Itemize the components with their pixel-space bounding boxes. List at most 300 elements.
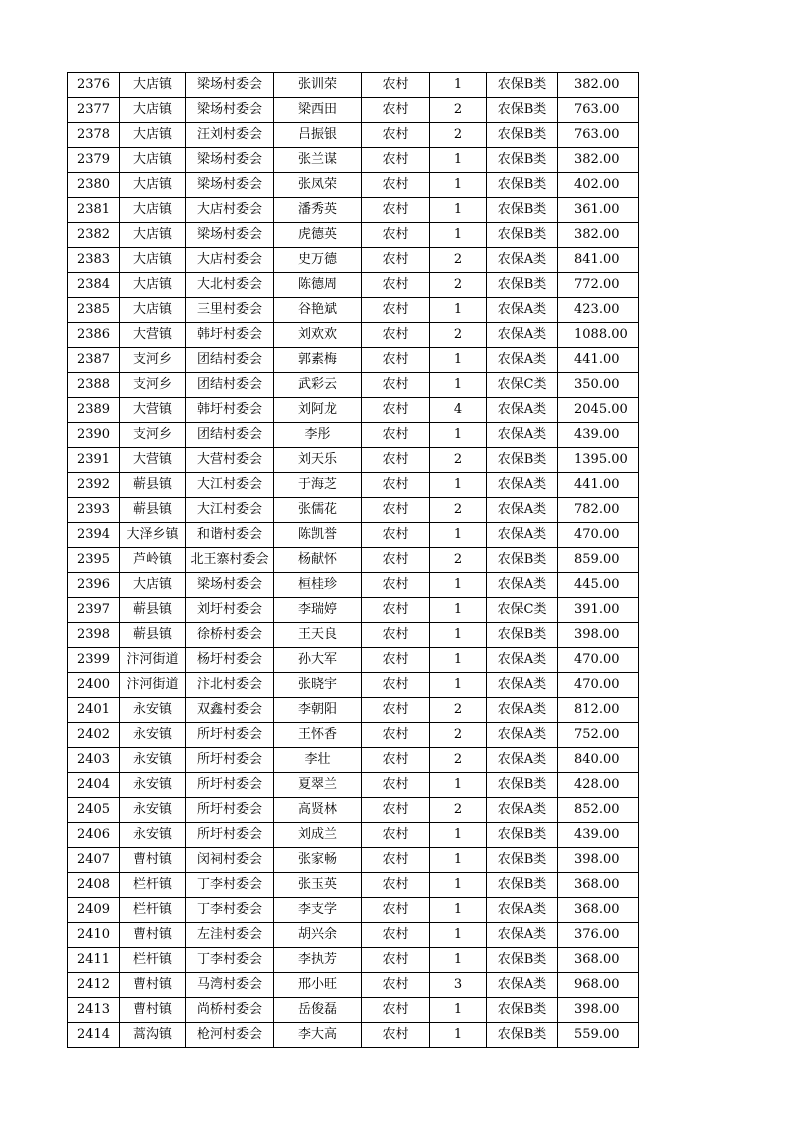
village-committee-cell: 杨圩村委会 [186,648,274,673]
table-row [68,273,639,298]
area-type-cell: 农村 [362,598,430,623]
insurance-category-cell: 农保A类 [487,498,558,523]
area-type-cell: 农村 [362,223,430,248]
town-cell: 曹村镇 [120,998,186,1023]
area-type-cell: 农村 [362,398,430,423]
town-cell: 支河乡 [120,423,186,448]
name-cell: 李彤 [274,423,362,448]
town-cell: 永安镇 [120,823,186,848]
insurance-category-cell: 农保B类 [487,223,558,248]
town-cell: 永安镇 [120,723,186,748]
serial-number-cell: 2391 [68,448,120,473]
amount-cell: 772.00 [558,273,639,298]
name-cell: 虎德英 [274,223,362,248]
town-cell: 大店镇 [120,298,186,323]
town-cell: 支河乡 [120,373,186,398]
name-cell: 孙大军 [274,648,362,673]
village-committee-cell: 北王寨村委会 [186,548,274,573]
village-committee-cell: 丁李村委会 [186,948,274,973]
table-row [68,473,639,498]
town-cell: 大店镇 [120,273,186,298]
town-cell: 蒿沟镇 [120,1023,186,1048]
insurance-category-cell: 农保A类 [487,348,558,373]
amount-cell: 752.00 [558,723,639,748]
name-cell: 李壮 [274,748,362,773]
table-row [68,173,639,198]
household-size-cell: 2 [430,98,487,123]
village-committee-cell: 汪刘村委会 [186,123,274,148]
insurance-category-cell: 农保A类 [487,323,558,348]
area-type-cell: 农村 [362,273,430,298]
area-type-cell: 农村 [362,173,430,198]
relief-roster-table [67,72,639,1048]
household-size-cell: 2 [430,123,487,148]
area-type-cell: 农村 [362,473,430,498]
insurance-category-cell: 农保B类 [487,873,558,898]
village-committee-cell: 刘圩村委会 [186,598,274,623]
table-row [68,248,639,273]
town-cell: 大营镇 [120,398,186,423]
area-type-cell: 农村 [362,698,430,723]
name-cell: 李支学 [274,898,362,923]
village-committee-cell: 丁李村委会 [186,898,274,923]
insurance-category-cell: 农保B类 [487,548,558,573]
name-cell: 陈凯誉 [274,523,362,548]
area-type-cell: 农村 [362,448,430,473]
household-size-cell: 2 [430,748,487,773]
name-cell: 张凤荣 [274,173,362,198]
name-cell: 岳俊磊 [274,998,362,1023]
insurance-category-cell: 农保A类 [487,398,558,423]
insurance-category-cell: 农保A类 [487,573,558,598]
area-type-cell: 农村 [362,148,430,173]
area-type-cell: 农村 [362,923,430,948]
insurance-category-cell: 农保B类 [487,98,558,123]
table-row [68,873,639,898]
serial-number-cell: 2398 [68,623,120,648]
table-row [68,898,639,923]
table-row [68,448,639,473]
amount-cell: 350.00 [558,373,639,398]
serial-number-cell: 2386 [68,323,120,348]
table-row [68,648,639,673]
village-committee-cell: 所圩村委会 [186,748,274,773]
area-type-cell: 农村 [362,623,430,648]
town-cell: 大店镇 [120,223,186,248]
name-cell: 张家畅 [274,848,362,873]
area-type-cell: 农村 [362,98,430,123]
insurance-category-cell: 农保B类 [487,848,558,873]
serial-number-cell: 2411 [68,948,120,973]
village-committee-cell: 大北村委会 [186,273,274,298]
insurance-category-cell: 农保B类 [487,173,558,198]
insurance-category-cell: 农保A类 [487,423,558,448]
table-row [68,223,639,248]
household-size-cell: 3 [430,973,487,998]
serial-number-cell: 2407 [68,848,120,873]
village-committee-cell: 大店村委会 [186,248,274,273]
area-type-cell: 农村 [362,73,430,98]
serial-number-cell: 2379 [68,148,120,173]
village-committee-cell: 所圩村委会 [186,823,274,848]
town-cell: 曹村镇 [120,848,186,873]
area-type-cell: 农村 [362,373,430,398]
name-cell: 张训荣 [274,73,362,98]
name-cell: 夏翠兰 [274,773,362,798]
household-size-cell: 1 [430,148,487,173]
serial-number-cell: 2408 [68,873,120,898]
household-size-cell: 1 [430,423,487,448]
amount-cell: 439.00 [558,423,639,448]
household-size-cell: 1 [430,523,487,548]
table-row [68,723,639,748]
amount-cell: 1395.00 [558,448,639,473]
town-cell: 大店镇 [120,573,186,598]
insurance-category-cell: 农保B类 [487,448,558,473]
serial-number-cell: 2390 [68,423,120,448]
insurance-category-cell: 农保B类 [487,623,558,648]
table-row [68,148,639,173]
village-committee-cell: 所圩村委会 [186,723,274,748]
amount-cell: 382.00 [558,73,639,98]
household-size-cell: 1 [430,948,487,973]
amount-cell: 382.00 [558,148,639,173]
area-type-cell: 农村 [362,248,430,273]
insurance-category-cell: 农保A类 [487,298,558,323]
table-row [68,123,639,148]
insurance-category-cell: 农保B类 [487,73,558,98]
village-committee-cell: 所圩村委会 [186,798,274,823]
amount-cell: 763.00 [558,123,639,148]
household-size-cell: 1 [430,998,487,1023]
town-cell: 蕲县镇 [120,473,186,498]
village-committee-cell: 大江村委会 [186,473,274,498]
area-type-cell: 农村 [362,673,430,698]
amount-cell: 391.00 [558,598,639,623]
amount-cell: 439.00 [558,823,639,848]
table-row [68,623,639,648]
table-row [68,523,639,548]
name-cell: 刘成兰 [274,823,362,848]
amount-cell: 398.00 [558,998,639,1023]
insurance-category-cell: 农保B类 [487,198,558,223]
insurance-category-cell: 农保A类 [487,248,558,273]
name-cell: 胡兴余 [274,923,362,948]
village-committee-cell: 梁场村委会 [186,173,274,198]
table-row [68,598,639,623]
village-committee-cell: 梁场村委会 [186,148,274,173]
area-type-cell: 农村 [362,323,430,348]
town-cell: 大店镇 [120,148,186,173]
household-size-cell: 1 [430,198,487,223]
area-type-cell: 农村 [362,773,430,798]
town-cell: 支河乡 [120,348,186,373]
amount-cell: 782.00 [558,498,639,523]
serial-number-cell: 2389 [68,398,120,423]
name-cell: 张儒花 [274,498,362,523]
serial-number-cell: 2378 [68,123,120,148]
table-row [68,573,639,598]
table-row [68,548,639,573]
village-committee-cell: 大店村委会 [186,198,274,223]
table-row [68,423,639,448]
household-size-cell: 2 [430,323,487,348]
name-cell: 高贤林 [274,798,362,823]
town-cell: 栏杆镇 [120,898,186,923]
village-committee-cell: 丁李村委会 [186,873,274,898]
insurance-category-cell: 农保A类 [487,698,558,723]
insurance-category-cell: 农保A类 [487,673,558,698]
serial-number-cell: 2387 [68,348,120,373]
table-row [68,373,639,398]
insurance-category-cell: 农保C类 [487,598,558,623]
serial-number-cell: 2401 [68,698,120,723]
table-row [68,673,639,698]
serial-number-cell: 2385 [68,298,120,323]
amount-cell: 368.00 [558,873,639,898]
village-committee-cell: 韩圩村委会 [186,323,274,348]
table-row [68,923,639,948]
household-size-cell: 1 [430,648,487,673]
serial-number-cell: 2400 [68,673,120,698]
household-size-cell: 2 [430,248,487,273]
table-row [68,773,639,798]
insurance-category-cell: 农保A类 [487,473,558,498]
table-row [68,973,639,998]
serial-number-cell: 2392 [68,473,120,498]
household-size-cell: 1 [430,173,487,198]
area-type-cell: 农村 [362,348,430,373]
name-cell: 李大高 [274,1023,362,1048]
serial-number-cell: 2395 [68,548,120,573]
amount-cell: 1088.00 [558,323,639,348]
serial-number-cell: 2381 [68,198,120,223]
table-body [68,73,639,1048]
serial-number-cell: 2413 [68,998,120,1023]
serial-number-cell: 2397 [68,598,120,623]
town-cell: 大店镇 [120,198,186,223]
table-row [68,323,639,348]
table-row [68,948,639,973]
table-row [68,998,639,1023]
amount-cell: 812.00 [558,698,639,723]
name-cell: 刘欢欢 [274,323,362,348]
amount-cell: 398.00 [558,623,639,648]
table-row [68,798,639,823]
area-type-cell: 农村 [362,723,430,748]
town-cell: 栏杆镇 [120,948,186,973]
town-cell: 大泽乡镇 [120,523,186,548]
name-cell: 张玉英 [274,873,362,898]
household-size-cell: 1 [430,348,487,373]
household-size-cell: 1 [430,773,487,798]
town-cell: 大店镇 [120,123,186,148]
household-size-cell: 1 [430,848,487,873]
town-cell: 汴河街道 [120,648,186,673]
serial-number-cell: 2406 [68,823,120,848]
area-type-cell: 农村 [362,648,430,673]
table-row [68,348,639,373]
household-size-cell: 1 [430,1023,487,1048]
village-committee-cell: 梁场村委会 [186,573,274,598]
table-row [68,698,639,723]
household-size-cell: 1 [430,823,487,848]
amount-cell: 423.00 [558,298,639,323]
serial-number-cell: 2399 [68,648,120,673]
area-type-cell: 农村 [362,523,430,548]
insurance-category-cell: 农保A类 [487,723,558,748]
amount-cell: 361.00 [558,198,639,223]
household-size-cell: 1 [430,898,487,923]
household-size-cell: 2 [430,273,487,298]
serial-number-cell: 2376 [68,73,120,98]
area-type-cell: 农村 [362,1023,430,1048]
amount-cell: 368.00 [558,948,639,973]
household-size-cell: 2 [430,498,487,523]
household-size-cell: 1 [430,373,487,398]
name-cell: 史万德 [274,248,362,273]
amount-cell: 398.00 [558,848,639,873]
household-size-cell: 1 [430,923,487,948]
serial-number-cell: 2404 [68,773,120,798]
amount-cell: 382.00 [558,223,639,248]
area-type-cell: 农村 [362,198,430,223]
insurance-category-cell: 农保C类 [487,373,558,398]
name-cell: 王怀香 [274,723,362,748]
name-cell: 邢小旺 [274,973,362,998]
town-cell: 曹村镇 [120,923,186,948]
insurance-category-cell: 农保A类 [487,523,558,548]
insurance-category-cell: 农保B类 [487,823,558,848]
name-cell: 张兰谋 [274,148,362,173]
insurance-category-cell: 农保A类 [487,973,558,998]
serial-number-cell: 2402 [68,723,120,748]
amount-cell: 470.00 [558,673,639,698]
serial-number-cell: 2382 [68,223,120,248]
village-committee-cell: 左洼村委会 [186,923,274,948]
town-cell: 蕲县镇 [120,623,186,648]
serial-number-cell: 2403 [68,748,120,773]
name-cell: 王天良 [274,623,362,648]
serial-number-cell: 2409 [68,898,120,923]
village-committee-cell: 马湾村委会 [186,973,274,998]
amount-cell: 968.00 [558,973,639,998]
table-row [68,748,639,773]
area-type-cell: 农村 [362,898,430,923]
serial-number-cell: 2412 [68,973,120,998]
area-type-cell: 农村 [362,123,430,148]
amount-cell: 441.00 [558,473,639,498]
insurance-category-cell: 农保B类 [487,123,558,148]
town-cell: 大店镇 [120,173,186,198]
serial-number-cell: 2410 [68,923,120,948]
town-cell: 永安镇 [120,798,186,823]
area-type-cell: 农村 [362,298,430,323]
amount-cell: 368.00 [558,898,639,923]
insurance-category-cell: 农保A类 [487,748,558,773]
amount-cell: 441.00 [558,348,639,373]
name-cell: 潘秀英 [274,198,362,223]
village-committee-cell: 双鑫村委会 [186,698,274,723]
amount-cell: 763.00 [558,98,639,123]
area-type-cell: 农村 [362,423,430,448]
name-cell: 李瑞婷 [274,598,362,623]
insurance-category-cell: 农保A类 [487,898,558,923]
village-committee-cell: 梁场村委会 [186,98,274,123]
household-size-cell: 1 [430,298,487,323]
serial-number-cell: 2388 [68,373,120,398]
town-cell: 大店镇 [120,248,186,273]
insurance-category-cell: 农保B类 [487,998,558,1023]
village-committee-cell: 韩圩村委会 [186,398,274,423]
village-committee-cell: 团结村委会 [186,373,274,398]
village-committee-cell: 梁场村委会 [186,73,274,98]
town-cell: 永安镇 [120,748,186,773]
name-cell: 陈德周 [274,273,362,298]
insurance-category-cell: 农保B类 [487,773,558,798]
serial-number-cell: 2393 [68,498,120,523]
amount-cell: 470.00 [558,648,639,673]
table-row [68,198,639,223]
area-type-cell: 农村 [362,873,430,898]
table-row [68,73,639,98]
town-cell: 大店镇 [120,73,186,98]
area-type-cell: 农村 [362,498,430,523]
serial-number-cell: 2384 [68,273,120,298]
table-row [68,398,639,423]
village-committee-cell: 和谐村委会 [186,523,274,548]
amount-cell: 852.00 [558,798,639,823]
household-size-cell: 1 [430,73,487,98]
area-type-cell: 农村 [362,973,430,998]
name-cell: 桓桂珍 [274,573,362,598]
serial-number-cell: 2394 [68,523,120,548]
household-size-cell: 2 [430,798,487,823]
town-cell: 永安镇 [120,773,186,798]
name-cell: 郭素梅 [274,348,362,373]
amount-cell: 402.00 [558,173,639,198]
village-committee-cell: 闵祠村委会 [186,848,274,873]
serial-number-cell: 2380 [68,173,120,198]
amount-cell: 428.00 [558,773,639,798]
village-committee-cell: 尚桥村委会 [186,998,274,1023]
name-cell: 李朝阳 [274,698,362,723]
household-size-cell: 1 [430,623,487,648]
name-cell: 谷艳斌 [274,298,362,323]
town-cell: 汴河街道 [120,673,186,698]
area-type-cell: 农村 [362,748,430,773]
name-cell: 张晓宇 [274,673,362,698]
amount-cell: 470.00 [558,523,639,548]
village-committee-cell: 团结村委会 [186,423,274,448]
table-row [68,498,639,523]
village-committee-cell: 三里村委会 [186,298,274,323]
amount-cell: 841.00 [558,248,639,273]
insurance-category-cell: 农保B类 [487,948,558,973]
serial-number-cell: 2396 [68,573,120,598]
village-committee-cell: 所圩村委会 [186,773,274,798]
name-cell: 武彩云 [274,373,362,398]
town-cell: 大营镇 [120,448,186,473]
town-cell: 栏杆镇 [120,873,186,898]
household-size-cell: 1 [430,573,487,598]
serial-number-cell: 2405 [68,798,120,823]
household-size-cell: 2 [430,698,487,723]
amount-cell: 2045.00 [558,398,639,423]
town-cell: 永安镇 [120,698,186,723]
village-committee-cell: 徐桥村委会 [186,623,274,648]
village-committee-cell: 大营村委会 [186,448,274,473]
